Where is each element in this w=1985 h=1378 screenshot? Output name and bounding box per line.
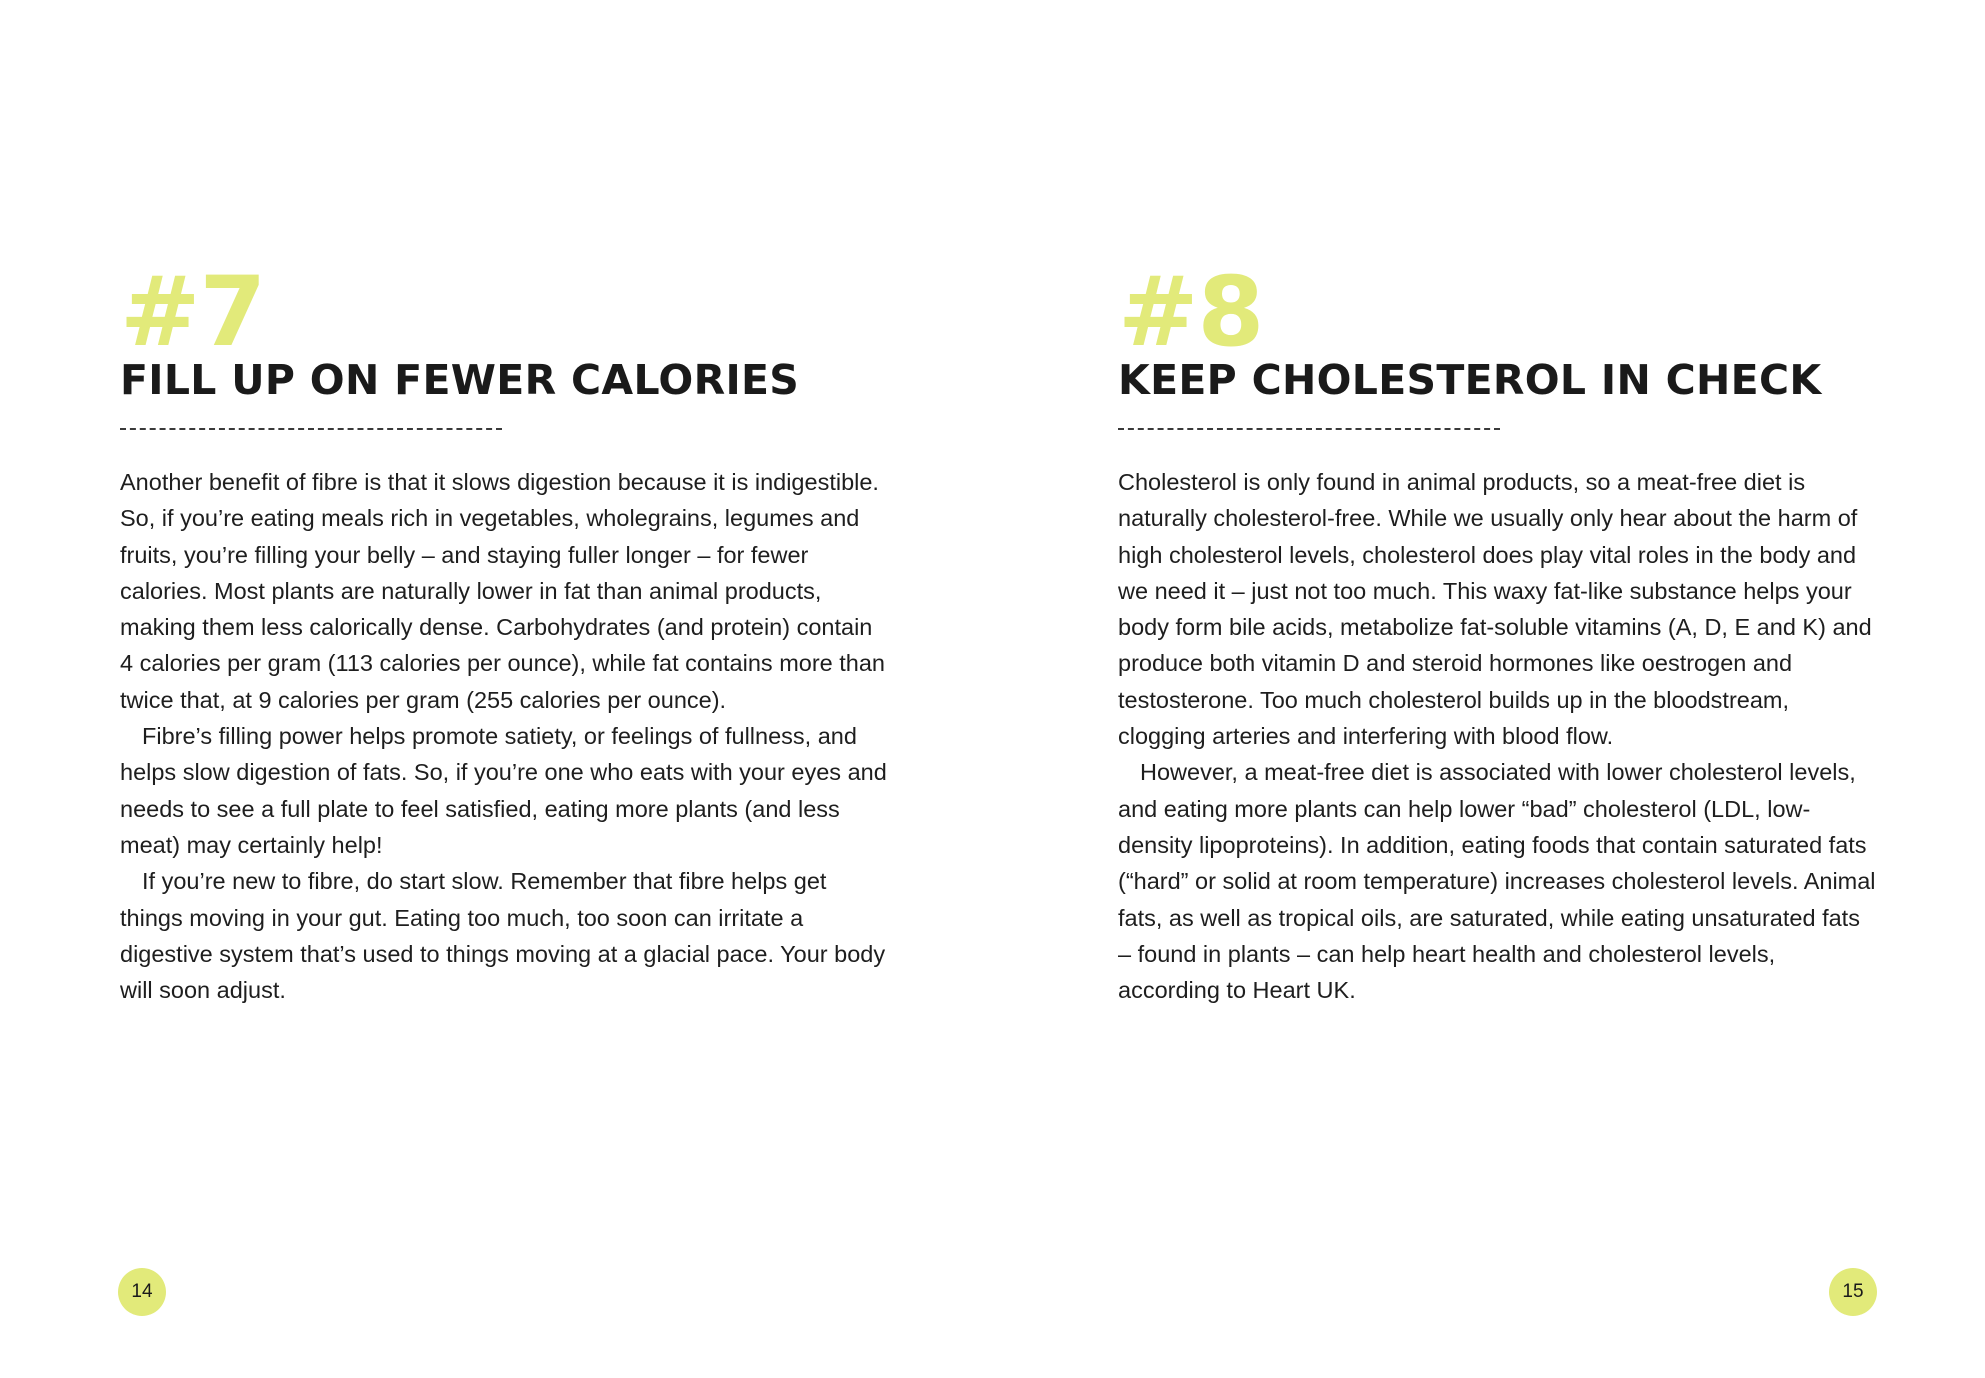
body-text — [120, 464, 890, 1008]
page-number-badge: 14 — [118, 1268, 166, 1316]
paragraph: If you’re new to fibre, do start slow. Remember that fibre helps get things moving in your gut. Eating too much, too soon can irritate a digestive system that’s used to things moving at a glacial pace. Your body will soon adjust. — [120, 868, 886, 1004]
tip-number: #7 — [120, 256, 266, 368]
body-text — [1118, 464, 1878, 1008]
tip-8-section — [1118, 256, 1878, 1008]
dashed-divider — [1118, 428, 1500, 430]
right-page — [992, 0, 1984, 1378]
paragraph: Another benefit of fibre is that it slows digestion because it is indigestible. So, if you’re eating meals rich in vegetables, wholegrains, legumes and fruits, you’re filling your belly – and staying fuller longer – for fewer calories. Most plants are naturally lower in fat than animal products, making them less calorically dense. Carbohydrates (and protein) contain 4 calories per gram (113 calories per ounce), while fat contains more than twice that, at 9 calories per gram (255 calories per ounce). — [120, 469, 886, 713]
paragraph: Cholesterol is only found in animal products, so a meat-free diet is naturally cholesterol-free. While we usually only hear about the harm of high cholesterol levels, cholesterol does play vital roles in the body and we need it – just not too much. This waxy fat-like substance helps your body form bile acids, metabolize fat-soluble vitamins (A, D, E and K) and produce both vitamin D and steroid hormones like oestrogen and testosterone. Too much cholesterol builds up in the bloodstream, clogging arteries and interfering with blood flow. — [1118, 469, 1872, 750]
paragraph: However, a meat-free diet is associated with lower cholesterol levels, and eating more plants can help lower “bad” cholesterol (LDL, low-density lipoproteins). In addition, eating foods that contain saturated fats (“hard” or solid at room temperature) increases cholesterol levels. Animal fats, as well as tropical oils, are saturated, while eating unsaturated fats – found in plants – can help heart health and cholesterol levels, according to Heart UK. — [1118, 759, 1876, 1004]
left-page — [0, 0, 992, 1378]
paragraph: Fibre’s filling power helps promote satiety, or feelings of fullness, and helps slow digestion of fats. So, if you’re one who eats with your eyes and needs to see a full plate to feel satisfied, eating more plants (and less meat) may certainly help! — [120, 723, 887, 858]
dashed-divider — [120, 428, 502, 430]
tip-heading: KEEP CHOLESTEROL IN CHECK — [1118, 356, 1822, 404]
page-number-badge: 15 — [1829, 1268, 1877, 1316]
tip-number: #8 — [1118, 256, 1264, 368]
tip-heading: FILL UP ON FEWER CALORIES — [120, 356, 800, 404]
tip-7-section — [120, 256, 890, 1008]
